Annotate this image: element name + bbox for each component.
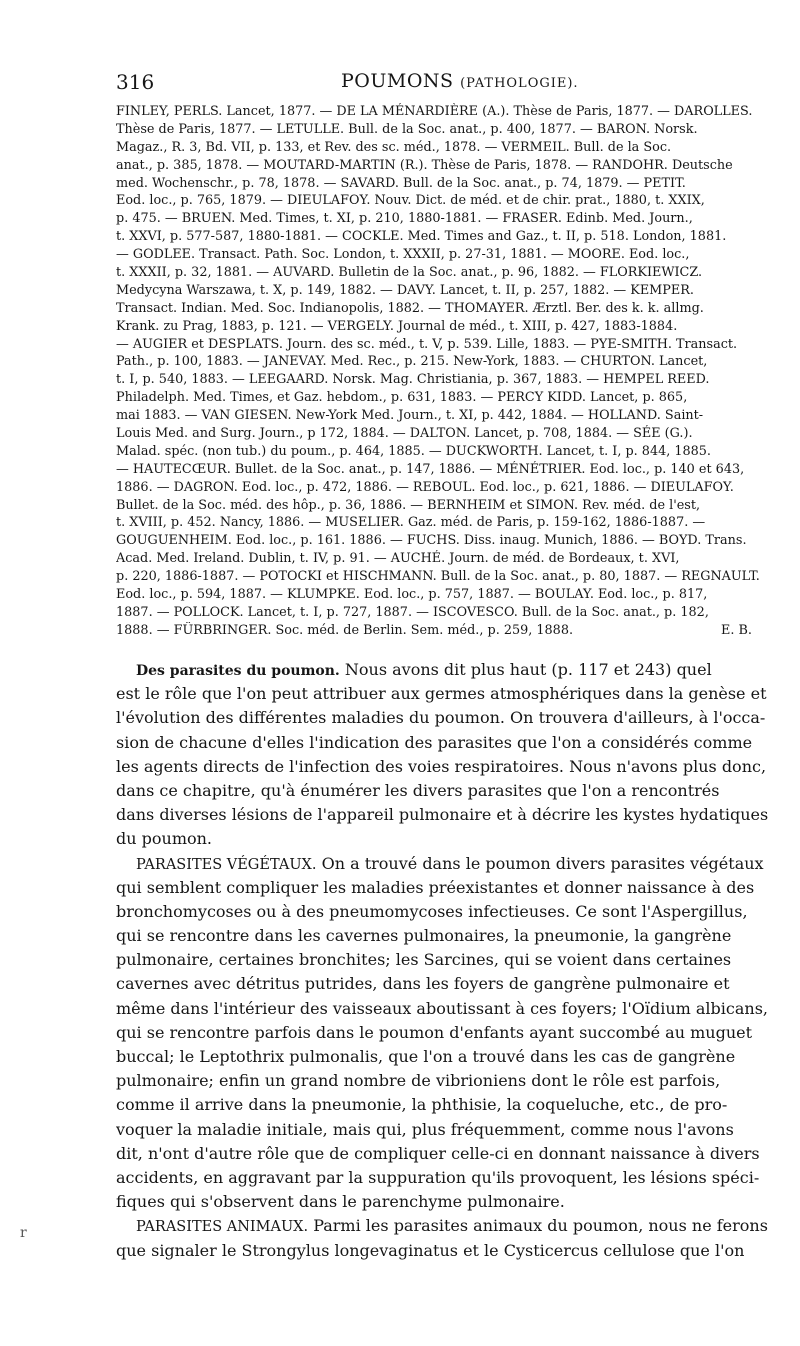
bibliography-line: mai 1883. — VAN GIESEN. New-York Med. Journ., t. XI, p. 442, 1884. — HOLLAND. Saint- xyxy=(116,408,704,424)
bibliography-line: Krank. zu Prag, 1883, p. 121. — VERGELY. Journal de méd., t. XIII, p. 427, 1883-1884. xyxy=(116,318,678,334)
animal-heading: PARASITES ANIMAUX. xyxy=(136,1219,309,1236)
bibliography-line: 1887. — POLLOCK. Lancet, t. I, p. 727, 1887. — ISCOVESCO. Bull. de la Soc. anat., p. 182, xyxy=(116,604,709,620)
bibliography-line: t. XVIII, p. 452. Nancy, 1886. — MUSELIER. Gaz. méd. de Paris, p. 159-162, 1886-1887. — xyxy=(116,515,706,531)
text-line: bronchomycoses ou à des pneumomycoses infectieuses. Ce sont l'Aspergillus, xyxy=(116,901,748,921)
bibliography-line: anat., p. 385, 1878. — MOUTARD-MARTIN (R.). Thèse de Paris, 1878. — RANDOHR. Deutsche xyxy=(116,157,733,173)
section-heading: Des parasites du poumon. xyxy=(136,663,340,679)
main-text xyxy=(116,658,768,1263)
text-line: qui semblent compliquer les maladies préexistantes et donner naissance à des xyxy=(116,877,755,897)
bibliography-line: p. 220, 1886-1887. — POTOCKI et HISCHMANN. Bull. de la Soc. anat., p. 80, 1887. — REGNAULT. xyxy=(116,569,760,585)
animal-first-line xyxy=(116,1214,768,1238)
page-number: 316 xyxy=(116,70,155,94)
text-line: les agents directs de l'infection des voies respiratoires. Nous n'avons plus donc, xyxy=(116,756,767,776)
text-line: même dans l'intérieur des vaisseaux aboutissant à ces foyers; l'Oïdium albicans, xyxy=(116,998,768,1018)
bibliography-line: Magaz., R. 3, Bd. VII, p. 133, et Rev. des sc. méd., 1878. — VERMEIL. Bull. de la Soc. xyxy=(116,139,672,155)
bibliography-line: Eod. loc., p. 594, 1887. — KLUMPKE. Eod. loc., p. 757, 1887. — BOULAY. Eod. loc., p. 817, xyxy=(116,587,708,603)
bibliography-signature: E. B. xyxy=(721,622,752,638)
bibliography-line: FINLEY, PERLS. Lancet, 1877. — DE LA MÉNARDIÈRE (A.). Thèse de Paris, 1877. — DAROLLES. xyxy=(116,104,753,119)
text-line: l'évolution des différentes maladies du poumon. On trouvera d'ailleurs, à l'occa- xyxy=(116,708,766,728)
bibliography-line: Malad. spéc. (non tub.) du poum., p. 464, 1885. — DUCKWORTH. Lancet, t. I, p. 844, 1885. xyxy=(116,443,712,459)
bibliography-last-entry: 1888. — FÜRBRINGER. Soc. méd. de Berlin. Sem. méd., p. 259, 1888. xyxy=(116,622,574,638)
bibliography-line: Eod. loc., p. 765, 1879. — DIEULAFOY. Nouv. Dict. de méd. et de chir. prat., 1880, t. XXIX, xyxy=(116,193,705,209)
bibliography-line: — HAUTECŒUR. Bullet. de la Soc. anat., p. 147, 1886. — MÉNÉTRIER. Eod. loc., p. 140 et 643, xyxy=(116,461,745,477)
bibliography-line: — AUGIER et DESPLATS. Journ. des sc. méd., t. V, p. 539. Lille, 1883. — PYE-SMITH. Transact. xyxy=(116,336,738,352)
text-line: voquer la maladie initiale, mais qui, plus fréquemment, comme nous l'avons xyxy=(116,1119,734,1139)
bibliography-line: t. I, p. 540, 1883. — LEEGAARD. Norsk. Mag. Christiania, p. 367, 1883. — HEMPEL REED. xyxy=(116,372,710,388)
text-line: sion de chacune d'elles l'indication des parasites que l'on a considérés comme xyxy=(116,732,753,752)
text-line: On a trouvé dans le poumon divers parasites végétaux xyxy=(316,853,764,873)
bibliography-line: Thèse de Paris, 1877. — LETULLE. Bull. de la Soc. anat., p. 400, 1877. — BARON. Norsk. xyxy=(116,121,698,137)
text-line: est le rôle que l'on peut attribuer aux germes atmosphériques dans la genèse et xyxy=(116,684,767,704)
bibliography-line: — GODLEE. Transact. Path. Soc. London, t. XXXII, p. 27-31, 1881. — MOORE. Eod. loc., xyxy=(116,247,690,263)
bibliography-line: Louis Med. and Surg. Journ., p 172, 1884. — DALTON. Lancet, p. 708, 1884. — SÉE (G.). xyxy=(116,426,693,442)
text-line: Parmi les parasites animaux du poumon, nous ne ferons xyxy=(308,1216,768,1236)
text-line: comme il arrive dans la pneumonie, la phthisie, la coqueluche, etc., de pro- xyxy=(116,1095,728,1115)
text-line: dit, n'ont d'autre rôle que de compliquer celle-ci en donnant naissance à divers xyxy=(116,1143,760,1163)
margin-mark: r xyxy=(20,1225,27,1241)
text-line: du poumon. xyxy=(116,829,213,849)
text-line: pulmonaire; enfin un grand nombre de vibrioniens dont le rôle est parfois, xyxy=(116,1071,721,1091)
bibliography-line: Philadelph. Med. Times, et Gaz. hebdom., p. 631, 1883. — PERCY KIDD. Lancet, p. 865, xyxy=(116,390,688,406)
bibliography-line: t. XXVI, p. 577-587, 1880-1881. — COCKLE. Med. Times and Gaz., t. II, p. 518. London, 1881. xyxy=(116,229,727,245)
running-title-main: POUMONS xyxy=(341,70,454,92)
bibliography-line: Transact. Indian. Med. Soc. Indianopolis, 1882. — THOMAYER. Ærztl. Ber. des k. k. allmg. xyxy=(116,300,704,316)
page-header xyxy=(116,70,760,100)
bibliography-line: p. 475. — BRUEN. Med. Times, t. XI, p. 210, 1880-1881. — FRASER. Edinb. Med. Journ., xyxy=(116,211,693,227)
bibliography-line: 1886. — DAGRON. Eod. loc., p. 472, 1886. — REBOUL. Eod. loc., p. 621, 1886. — DIEULAFOY. xyxy=(116,479,734,495)
text-line: dans ce chapitre, qu'à énumérer les divers parasites que l'on a rencontrés xyxy=(116,780,720,800)
text-line: accidents, en aggravant par la suppuration qu'ils provoquent, les lésions spéci- xyxy=(116,1167,760,1187)
bibliography-line: med. Wochenschr., p. 78, 1878. — SAVARD. Bull. de la Soc. anat., p. 74, 1879. — PETIT. xyxy=(116,175,686,191)
running-title-sub: (PATHOLOGIE). xyxy=(460,76,579,91)
text-line: cavernes avec détritus putrides, dans les foyers de gangrène pulmonaire et xyxy=(116,974,730,994)
section-first-line xyxy=(116,658,768,682)
bibliography-line: Bullet. de la Soc. méd. des hôp., p. 36, 1886. — BERNHEIM et SIMON. Rev. méd. de l'est, xyxy=(116,497,701,513)
text-line: buccal; le Leptothrix pulmonalis, que l'on a trouvé dans les cas de gangrène xyxy=(116,1047,736,1066)
bibliography-line: Medycyna Warszawa, t. X, p. 149, 1882. — DAVY. Lancet, t. II, p. 257, 1882. — KEMPER. xyxy=(116,282,694,298)
text-line: fiques qui s'observent dans le parenchyme pulmonaire. xyxy=(116,1192,565,1212)
text-line: dans diverses lésions de l'appareil pulmonaire et à décrire les kystes hydatiques xyxy=(116,805,768,825)
text-line: Nous avons dit plus haut (p. 117 et 243) quel xyxy=(339,660,712,679)
running-title xyxy=(341,70,579,92)
bibliography-block xyxy=(116,103,768,640)
bibliography-line: Acad. Med. Ireland. Dublin, t. IV, p. 91. — AUCHÉ. Journ. de méd. de Bordeaux, t. XVI, xyxy=(116,551,680,567)
bibliography-line: t. XXXII, p. 32, 1881. — AUVARD. Bulletin de la Soc. anat., p. 96, 1882. — FLORKIEWICZ. xyxy=(116,265,703,281)
text-line: qui se rencontre dans les cavernes pulmonaires, la pneumonie, la gangrène xyxy=(116,926,732,946)
bibliography-line: GOUGUENHEIM. Eod. loc., p. 161. 1886. — FUCHS. Diss. inaug. Munich, 1886. — BOYD. Trans. xyxy=(116,533,747,549)
bibliography-line: Path., p. 100, 1883. — JANEVAY. Med. Rec., p. 215. New-York, 1883. — CHURTON. Lancet, xyxy=(116,354,708,370)
text-line: qui se rencontre parfois dans le poumon d'enfants ayant succombé au muguet xyxy=(116,1022,753,1042)
bibliography-line xyxy=(116,622,768,640)
vegetal-first-line xyxy=(116,852,768,876)
text-line: que signaler le Strongylus longevaginatus et le Cysticercus cellulose que l'on xyxy=(116,1240,745,1260)
text-line: pulmonaire, certaines bronchites; les Sarcines, qui se voient dans certaines xyxy=(116,950,732,970)
vegetal-heading: PARASITES VÉGÉTAUX. xyxy=(136,856,317,873)
